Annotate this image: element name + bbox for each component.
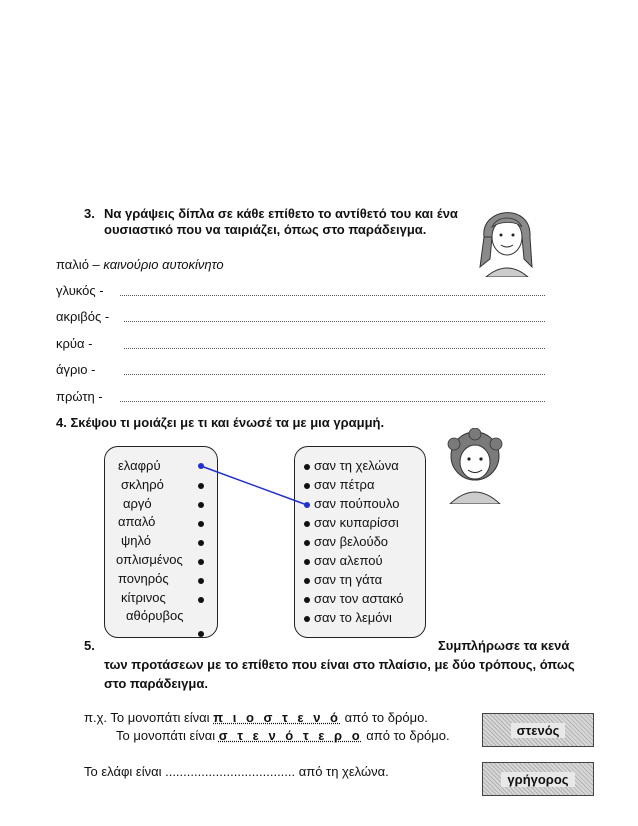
q5-ex2-answer: σ τ ε ν ό τ ε ρ ο — [218, 728, 363, 743]
q3-item-2: ακριβός - — [56, 309, 110, 324]
right-phrase-1: σαν τη χελώνα — [314, 458, 399, 473]
q5-ex2-prefix: Το μονοπάτι είναι — [116, 728, 219, 743]
right-phrase-3: σαν πούπουλο — [314, 496, 400, 511]
left-word-5: ψηλό — [121, 533, 152, 548]
right-phrase-5: σαν βελούδο — [314, 534, 389, 549]
q3-example-prefix: παλιό – — [56, 257, 104, 272]
q5-example-1 — [84, 710, 428, 725]
q4-title: 4. Σκέψου τι μοιάζει με τι και ένωσέ τα με μια γραμμή. — [56, 415, 385, 430]
right-phrase-6: σαν αλεπού — [314, 553, 383, 568]
q5-ex2-suffix: από το δρόμο. — [362, 728, 450, 743]
q3-number: 3. — [84, 206, 95, 221]
left-word-1: ελαφρύ — [118, 458, 161, 473]
q5-ex1-answer: π ι ο σ τ ε ν ό — [213, 710, 341, 725]
right-phrase-8: σαν τον αστακό — [314, 591, 404, 606]
q5-ex1-suffix: από το δρόμο. — [340, 710, 428, 725]
q5-instruction-line1: Συμπλήρωσε τα κενά — [438, 638, 570, 653]
q3-item-4: άγριο - — [56, 362, 96, 377]
left-word-7: πονηρός — [118, 571, 169, 586]
right-phrase-9: σαν το λεμόνι — [314, 610, 392, 625]
left-word-8: κίτρινος — [121, 590, 166, 605]
left-word-9: αθόρυβος — [126, 608, 184, 623]
left-word-6: οπλισμένος — [116, 552, 183, 567]
word-box-grigoros-label: γρήγορος — [501, 772, 574, 787]
left-word-4: απαλό — [118, 514, 156, 529]
word-box-stenos — [482, 713, 594, 747]
q5-ex1-prefix: π.χ. Το μονοπάτι είναι — [84, 710, 214, 725]
left-word-3: αργό — [123, 496, 152, 511]
left-word-2: σκληρό — [121, 477, 164, 492]
q3-instruction-line1: Να γράψεις δίπλα σε κάθε επίθετο το αντίθετό του και ένα — [104, 206, 458, 221]
q5-instruction-line3: στο παράδειγμα. — [104, 676, 208, 691]
q3-instruction-line2: ουσιαστικό που να ταιριάζει, όπως στο παράδειγμα. — [104, 222, 427, 237]
q5-number: 5. — [84, 638, 95, 653]
word-box-grigoros — [482, 762, 594, 796]
q5-example-2 — [116, 728, 450, 743]
q5-sentence-2[interactable]: Το ελάφι είναι .................................... από τη χελώνα. — [84, 764, 389, 779]
q5-instruction-line2: των προτάσεων με το επίθετο που είναι στο πλαίσιο, με δύο τρόπους, όπως — [104, 657, 575, 672]
right-phrase-4: σαν κυπαρίσσι — [314, 515, 399, 530]
q3-item-5: πρώτη - — [56, 389, 103, 404]
right-phrase-2: σαν πέτρα — [314, 477, 375, 492]
right-phrase-7: σαν τη γάτα — [314, 572, 383, 587]
q3-example-answer: καινούριο αυτοκίνητο — [103, 257, 224, 272]
word-box-stenos-label: στενός — [511, 723, 566, 738]
q3-item-3: κρύα - — [56, 336, 93, 351]
q3-item-1: γλυκός - — [56, 283, 104, 298]
